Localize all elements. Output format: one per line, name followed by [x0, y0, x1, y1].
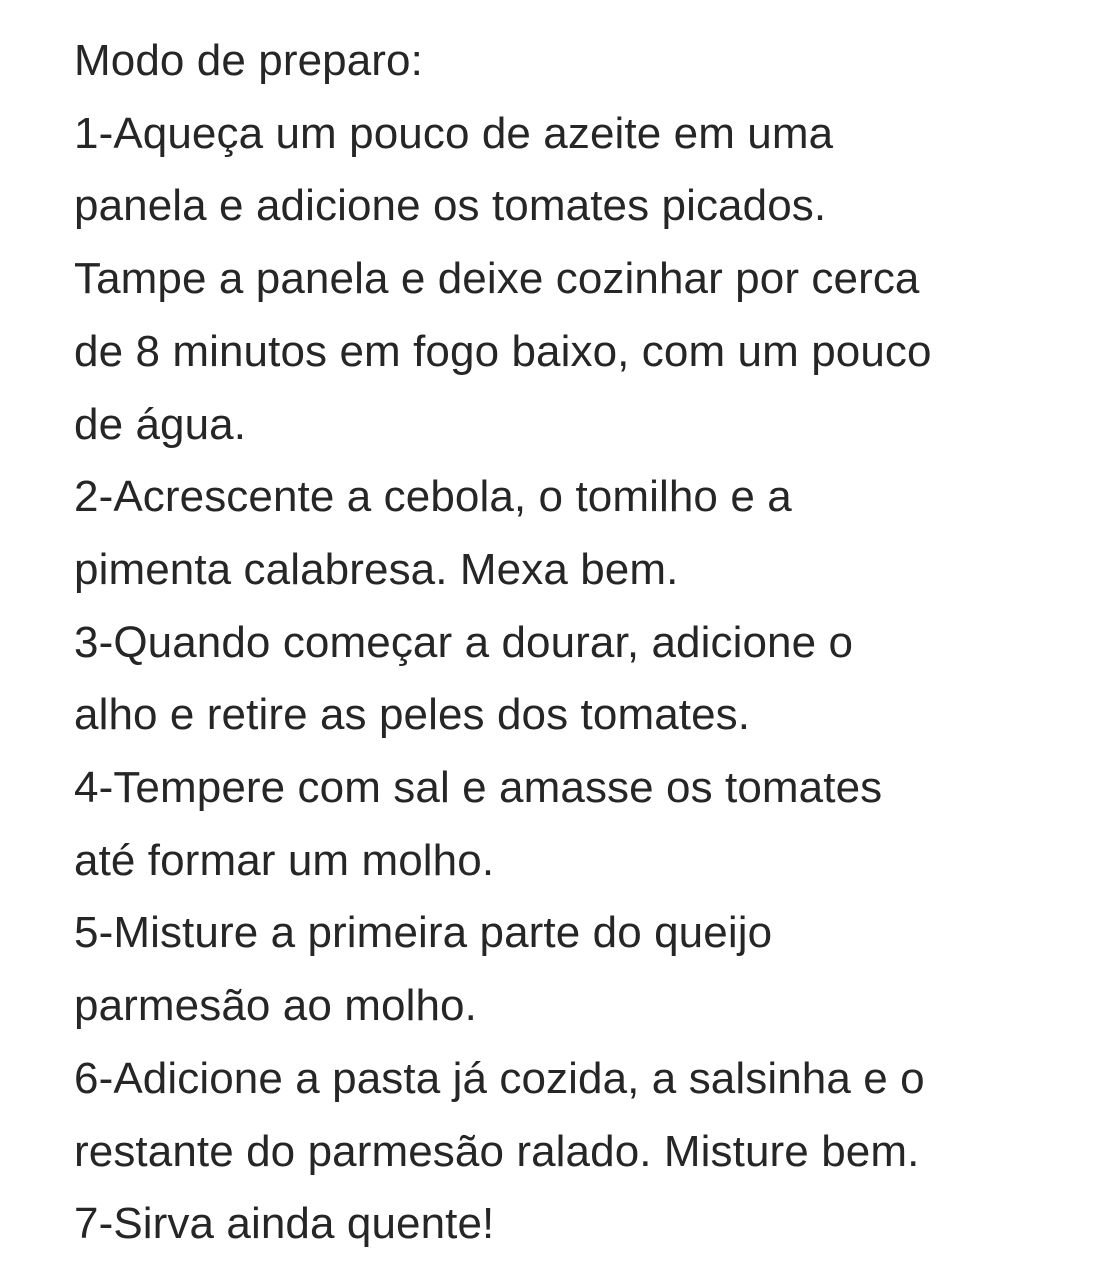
note-line: parmesão ao molho. — [74, 981, 477, 1031]
note-line: 7-Sirva ainda quente! — [74, 1199, 495, 1249]
note-line: alho e retire as peles dos tomates. — [74, 690, 751, 740]
note-line: 6-Adicione a pasta já cozida, a salsinha e o — [74, 1053, 925, 1103]
note-line: 5-Misture a primeira parte do queijo — [74, 908, 773, 958]
note-line: 3-Quando começar a dourar, adicione o — [74, 617, 854, 667]
note-line: restante do parmesão ralado. Misture bem. — [74, 1126, 920, 1176]
note-text-body — [74, 25, 1074, 1261]
note-line: de 8 minutos em fogo baixo, com um pouco — [74, 326, 932, 376]
note-line: pimenta calabresa. Mexa bem. — [74, 544, 679, 594]
note-line: 4-Tempere com sal e amasse os tomates — [74, 763, 883, 813]
note-line: até formar um molho. — [74, 835, 495, 885]
note-line: panela e adicione os tomates picados. — [74, 181, 827, 231]
note-line: de água. — [74, 399, 247, 449]
note-line: Tampe a panela e deixe cozinhar por cerca — [74, 254, 920, 304]
note-heading: Modo de preparo: — [74, 36, 423, 85]
note-line: 2-Acrescente a cebola, o tomilho e a — [74, 472, 792, 522]
note-line: 1-Aqueça um pouco de azeite em uma — [74, 108, 834, 158]
